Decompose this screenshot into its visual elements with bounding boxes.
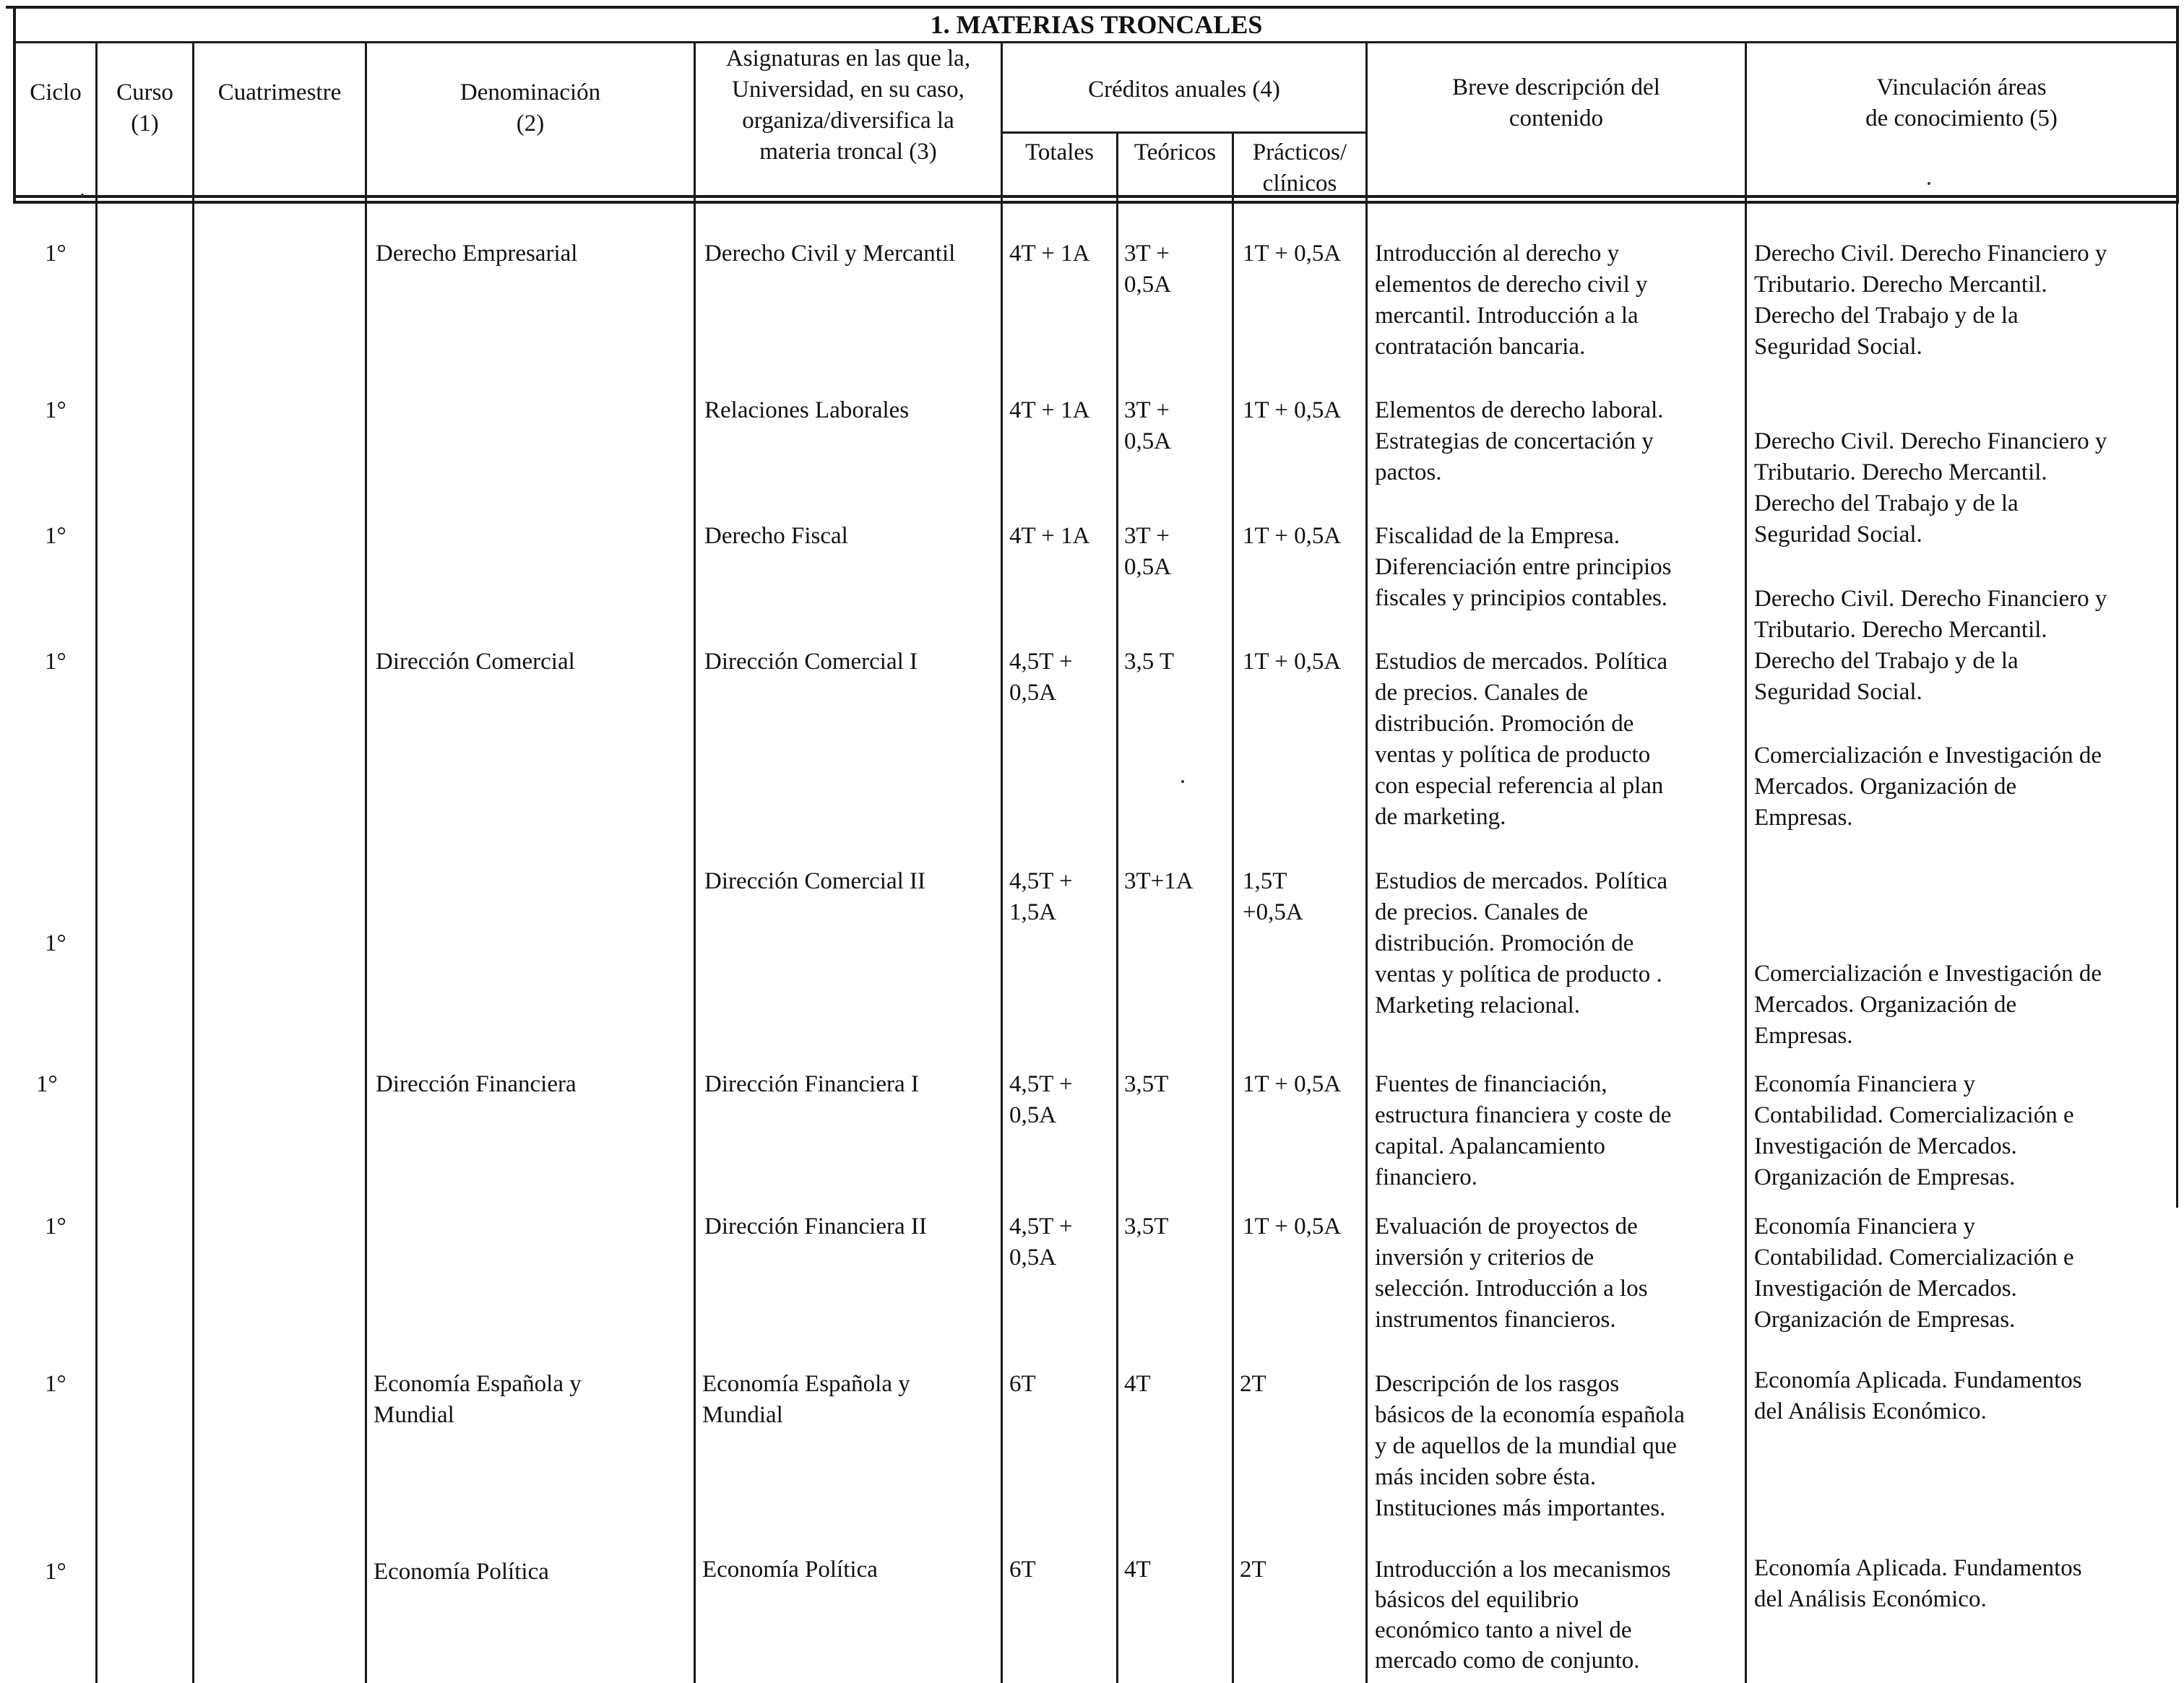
cell-practicos: 1,5T +0,5A bbox=[1243, 868, 1303, 925]
header-bottom-rule-2 bbox=[14, 201, 2178, 204]
col-line-descripcion bbox=[1745, 204, 1747, 1683]
cell-asignatura: Dirección Financiera I bbox=[704, 1071, 919, 1097]
cell-practicos: 2T bbox=[1240, 1557, 1266, 1583]
cell-practicos: 1T + 0,5A bbox=[1243, 1213, 1342, 1239]
cell-ciclo: 1° bbox=[45, 930, 66, 956]
header-asignaturas: Asignaturas en las que la, Universidad, en su caso, organiza/diversifica la materia troncal (3) bbox=[725, 46, 971, 165]
cell-totales: 4,5T + 1,5A bbox=[1009, 868, 1073, 925]
cell-ciclo: 1° bbox=[45, 241, 66, 267]
cell-teoricos: 3T + 0,5A bbox=[1124, 397, 1172, 454]
header-ciclo: Ciclo bbox=[30, 79, 82, 105]
cell-descripcion: Estudios de mercados. Política de precios. Canales de distribución. Promoción de ventas y política de producto con especial referencia al plan de marketing. bbox=[1375, 649, 1668, 830]
header-descripcion: Breve descripción del contenido bbox=[1452, 74, 1660, 131]
cell-vinculacion: Derecho Civil. Derecho Financiero y Tributario. Derecho Mercantil. Derecho del Trabajo y de la Seguridad Social. bbox=[1754, 586, 2107, 705]
cell-vinculacion: Derecho Civil. Derecho Financiero y Tributario. Derecho Mercantil. Derecho del Trabajo y de la Seguridad Social. bbox=[1754, 428, 2107, 548]
cell-denominacion: Dirección Comercial bbox=[376, 649, 575, 675]
frame-top bbox=[6, 6, 2178, 9]
cell-practicos: 1T + 0,5A bbox=[1243, 523, 1342, 549]
cell-totales: 4,5T + 0,5A bbox=[1009, 649, 1073, 706]
cell-asignatura: Dirección Financiera II bbox=[704, 1213, 927, 1239]
cell-asignatura: Dirección Comercial II bbox=[704, 868, 926, 894]
cell-teoricos: 4T bbox=[1124, 1371, 1151, 1397]
cell-asignatura: Economía Política bbox=[702, 1557, 878, 1583]
title-bottom-rule bbox=[14, 41, 2178, 43]
cell-totales: 4T + 1A bbox=[1009, 397, 1090, 423]
header-vinculacion: Vinculación áreas de conocimiento (5) bbox=[1865, 74, 2058, 131]
cell-descripcion: Introducción a los mecanismos básicos del equilibrio económico tanto a nivel de mercado como de conjunto. bbox=[1375, 1557, 1671, 1674]
hsep-asignaturas bbox=[1001, 42, 1003, 202]
cell-totales: 6T bbox=[1009, 1557, 1036, 1583]
cell-asignatura: Relaciones Laborales bbox=[704, 397, 910, 423]
cell-ciclo: 1° bbox=[36, 1071, 58, 1097]
cell-ciclo: 1° bbox=[45, 649, 66, 675]
cell-vinculacion: Economía Financiera y Contabilidad. Comercialización e Investigación de Mercados. Organización de Empresas. bbox=[1754, 1071, 2074, 1190]
cell-teoricos: 3,5T bbox=[1124, 1071, 1169, 1097]
scan-speck bbox=[1928, 182, 1930, 185]
cell-ciclo: 1° bbox=[45, 1371, 66, 1397]
header-cuatrimestre: Cuatrimestre bbox=[217, 79, 342, 105]
cell-teoricos: 3,5 T bbox=[1124, 649, 1175, 675]
cell-asignatura: Dirección Comercial I bbox=[704, 649, 918, 675]
header-practicos: Prácticos/ clínicos bbox=[1252, 139, 1347, 196]
cell-asignatura: Derecho Civil y Mercantil bbox=[704, 241, 956, 267]
cell-practicos: 1T + 0,5A bbox=[1243, 649, 1342, 675]
scan-speck bbox=[81, 194, 84, 196]
cell-denominacion: Economía Española y Mundial bbox=[374, 1371, 582, 1428]
cell-practicos: 1T + 0,5A bbox=[1243, 241, 1342, 267]
cell-asignatura: Economía Española y Mundial bbox=[702, 1371, 910, 1428]
header-totales: Totales bbox=[1025, 139, 1094, 165]
cell-descripcion: Fuentes de financiación, estructura financiera y coste de capital. Apalancamiento financiero. bbox=[1375, 1071, 1672, 1190]
col-line-asignaturas bbox=[1001, 204, 1003, 1683]
cell-ciclo: 1° bbox=[45, 523, 66, 549]
header-bottom-rule-1 bbox=[14, 195, 2178, 198]
cell-descripcion: Descripción de los rasgos básicos de la economía española y de aquellos de la mundial que más inciden sobre ésta. Instituciones más importantes. bbox=[1375, 1371, 1685, 1521]
cell-descripcion: Fiscalidad de la Empresa. Diferenciación entre principios fiscales y principios contables. bbox=[1375, 523, 1672, 611]
cell-descripcion: Estudios de mercados. Política de precios. Canales de distribución. Promoción de ventas y política de producto . Marketing relacional. bbox=[1375, 868, 1668, 1018]
col-line-cuatrimestre bbox=[365, 204, 367, 1683]
cell-totales: 6T bbox=[1009, 1371, 1036, 1397]
cell-vinculacion: Economía Aplicada. Fundamentos del Análisis Económico. bbox=[1754, 1555, 2082, 1612]
hsep-curso bbox=[192, 42, 194, 202]
cell-ciclo: 1° bbox=[45, 397, 66, 423]
scan-speck bbox=[1181, 780, 1184, 783]
cell-practicos: 1T + 0,5A bbox=[1243, 1071, 1342, 1097]
cell-vinculacion: Economía Aplicada. Fundamentos del Análisis Económico. bbox=[1754, 1367, 2082, 1424]
cell-teoricos: 3T+1A bbox=[1124, 868, 1194, 894]
col-line-denominacion bbox=[694, 204, 696, 1683]
cell-descripcion: Introducción al derecho y elementos de derecho civil y mercantil. Introducción a la contratación bancaria. bbox=[1375, 241, 1648, 360]
cell-totales: 4T + 1A bbox=[1009, 241, 1090, 267]
cell-vinculacion: Comercialización e Investigación de Mercados. Organización de Empresas. bbox=[1754, 961, 2102, 1049]
cell-vinculacion: Economía Financiera y Contabilidad. Comercialización e Investigación de Mercados. Organización de Empresas. bbox=[1754, 1213, 2074, 1333]
cell-denominacion: Economía Política bbox=[374, 1559, 549, 1585]
cell-practicos: 2T bbox=[1240, 1371, 1266, 1397]
cell-teoricos: 3T + 0,5A bbox=[1124, 523, 1172, 580]
col-line-creditos bbox=[1365, 204, 1368, 1683]
cell-descripcion: Evaluación de proyectos de inversión y criterios de selección. Introducción a los instrumentos financieros. bbox=[1375, 1213, 1648, 1333]
header-creditos: Créditos anuales (4) bbox=[1088, 77, 1280, 103]
cell-vinculacion: Comercialización e Investigación de Mercados. Organización de Empresas. bbox=[1754, 743, 2102, 831]
cell-teoricos: 4T bbox=[1124, 1557, 1151, 1583]
cell-practicos: 1T + 0,5A bbox=[1243, 397, 1342, 423]
header-denominacion: Denominación (2) bbox=[459, 79, 601, 137]
cell-totales: 4T + 1A bbox=[1009, 523, 1090, 549]
col-line-curso bbox=[192, 204, 194, 1683]
col-line-ciclo bbox=[95, 204, 98, 1683]
cell-denominacion: Dirección Financiera bbox=[376, 1071, 577, 1097]
cell-totales: 4,5T + 0,5A bbox=[1009, 1213, 1073, 1271]
header-curso: Curso (1) bbox=[116, 79, 173, 137]
col-line-totales bbox=[1116, 204, 1118, 1683]
cell-ciclo: 1° bbox=[45, 1213, 66, 1239]
credits-subheader-rule bbox=[1001, 131, 1365, 134]
cell-descripcion: Elementos de derecho laboral. Estrategias de concertación y pactos. bbox=[1375, 397, 1664, 485]
cell-teoricos: 3,5T bbox=[1124, 1213, 1169, 1239]
section-title: 1. MATERIAS TRONCALES bbox=[930, 10, 1263, 39]
cell-totales: 4,5T + 0,5A bbox=[1009, 1071, 1073, 1128]
cell-vinculacion: Derecho Civil. Derecho Financiero y Tributario. Derecho Mercantil. Derecho del Trabajo y de la Seguridad Social. bbox=[1754, 241, 2107, 360]
cell-denominacion: Derecho Empresarial bbox=[376, 241, 578, 267]
col-line-teoricos bbox=[1232, 204, 1234, 1683]
cell-ciclo: 1° bbox=[45, 1559, 66, 1585]
cell-asignatura: Derecho Fiscal bbox=[704, 523, 848, 549]
cell-teoricos: 3T + 0,5A bbox=[1124, 241, 1172, 298]
header-teoricos: Teóricos bbox=[1134, 139, 1217, 165]
